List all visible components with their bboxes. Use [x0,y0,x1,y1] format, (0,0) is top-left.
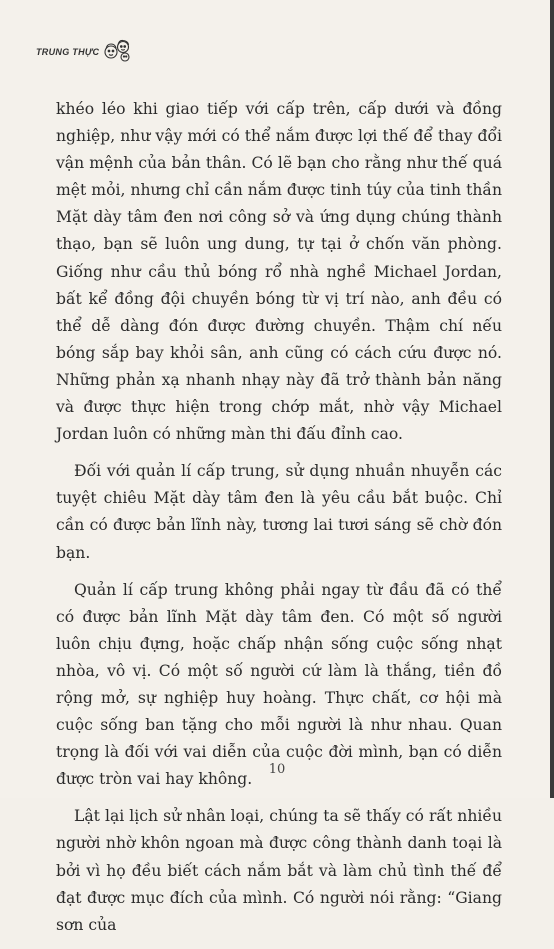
children-faces-icon [103,38,133,66]
body-text [56,96,502,949]
paragraph-4: Lật lại lịch sử nhân loại, chúng ta sẽ thấy có rất nhiều người nhờ khôn ngoan mà được công thành danh toại là bởi vì họ đều biết cách nắm bắt và làm chủ tình thế để đạt được mục đích của mình. Có người nói rằng: “Giang sơn của [56,807,502,934]
page-header [36,38,133,66]
page-edge-shadow [550,0,554,798]
running-title: TRUNG THỰC [36,47,100,57]
paragraph-2: Đối với quản lí cấp trung, sử dụng nhuần nhuyễn các tuyệt chiêu Mặt dày tâm đen là yêu cầu bắt buộc. Chỉ cần có được bản lĩnh này, tương lai tươi sáng sẽ chờ đón bạn. [56,462,502,562]
page-number: 10 [268,762,286,777]
paragraph-3: Quản lí cấp trung không phải ngay từ đầu đã có thể có được bản lĩnh Mặt dày tâm đen. Có một số người luôn chịu đựng, hoặc chấp nhận sống cuộc sống nhạt nhòa, vô vị. Có một số người cứ làm là thắng, tiền đồ rộng mở, sự nghiệp huy hoàng. Thực chất, cơ hội mà cuộc sống ban tặng cho mỗi người là như nhau. Quan trọng là đối với vai diễn của cuộc đời mình, bạn có diễn được tròn vai hay không. [56,580,502,789]
paragraph-1: khéo léo khi giao tiếp với cấp trên, cấp dưới và đồng nghiệp, như vậy mới có thể nắm được lợi thế để thay đổi vận mệnh của bản thân. Có lẽ bạn cho rằng như thế quá mệt mỏi, nhưng chỉ cần nắm được tinh túy của tinh thần Mặt dày tâm đen nơi công sở và ứng dụng chúng thành thạo, bạn sẽ luôn ung dung, tự tại ở chốn văn phòng. Giống như cầu thủ bóng rổ nhà nghề Michael Jordan, bất kể đồng đội chuyền bóng từ vị trí nào, anh đều có thể dễ dàng đón được đường chuyền. Thậm chí nếu bóng sắp bay khỏi sân, anh cũng có cách cứu được nó. Những phản xạ nhanh nhạy này đã trở thành bản năng và được thực hiện trong chớp mắt, nhờ vậy Michael Jordan luôn có những màn thi đấu đỉnh cao. [56,100,502,444]
